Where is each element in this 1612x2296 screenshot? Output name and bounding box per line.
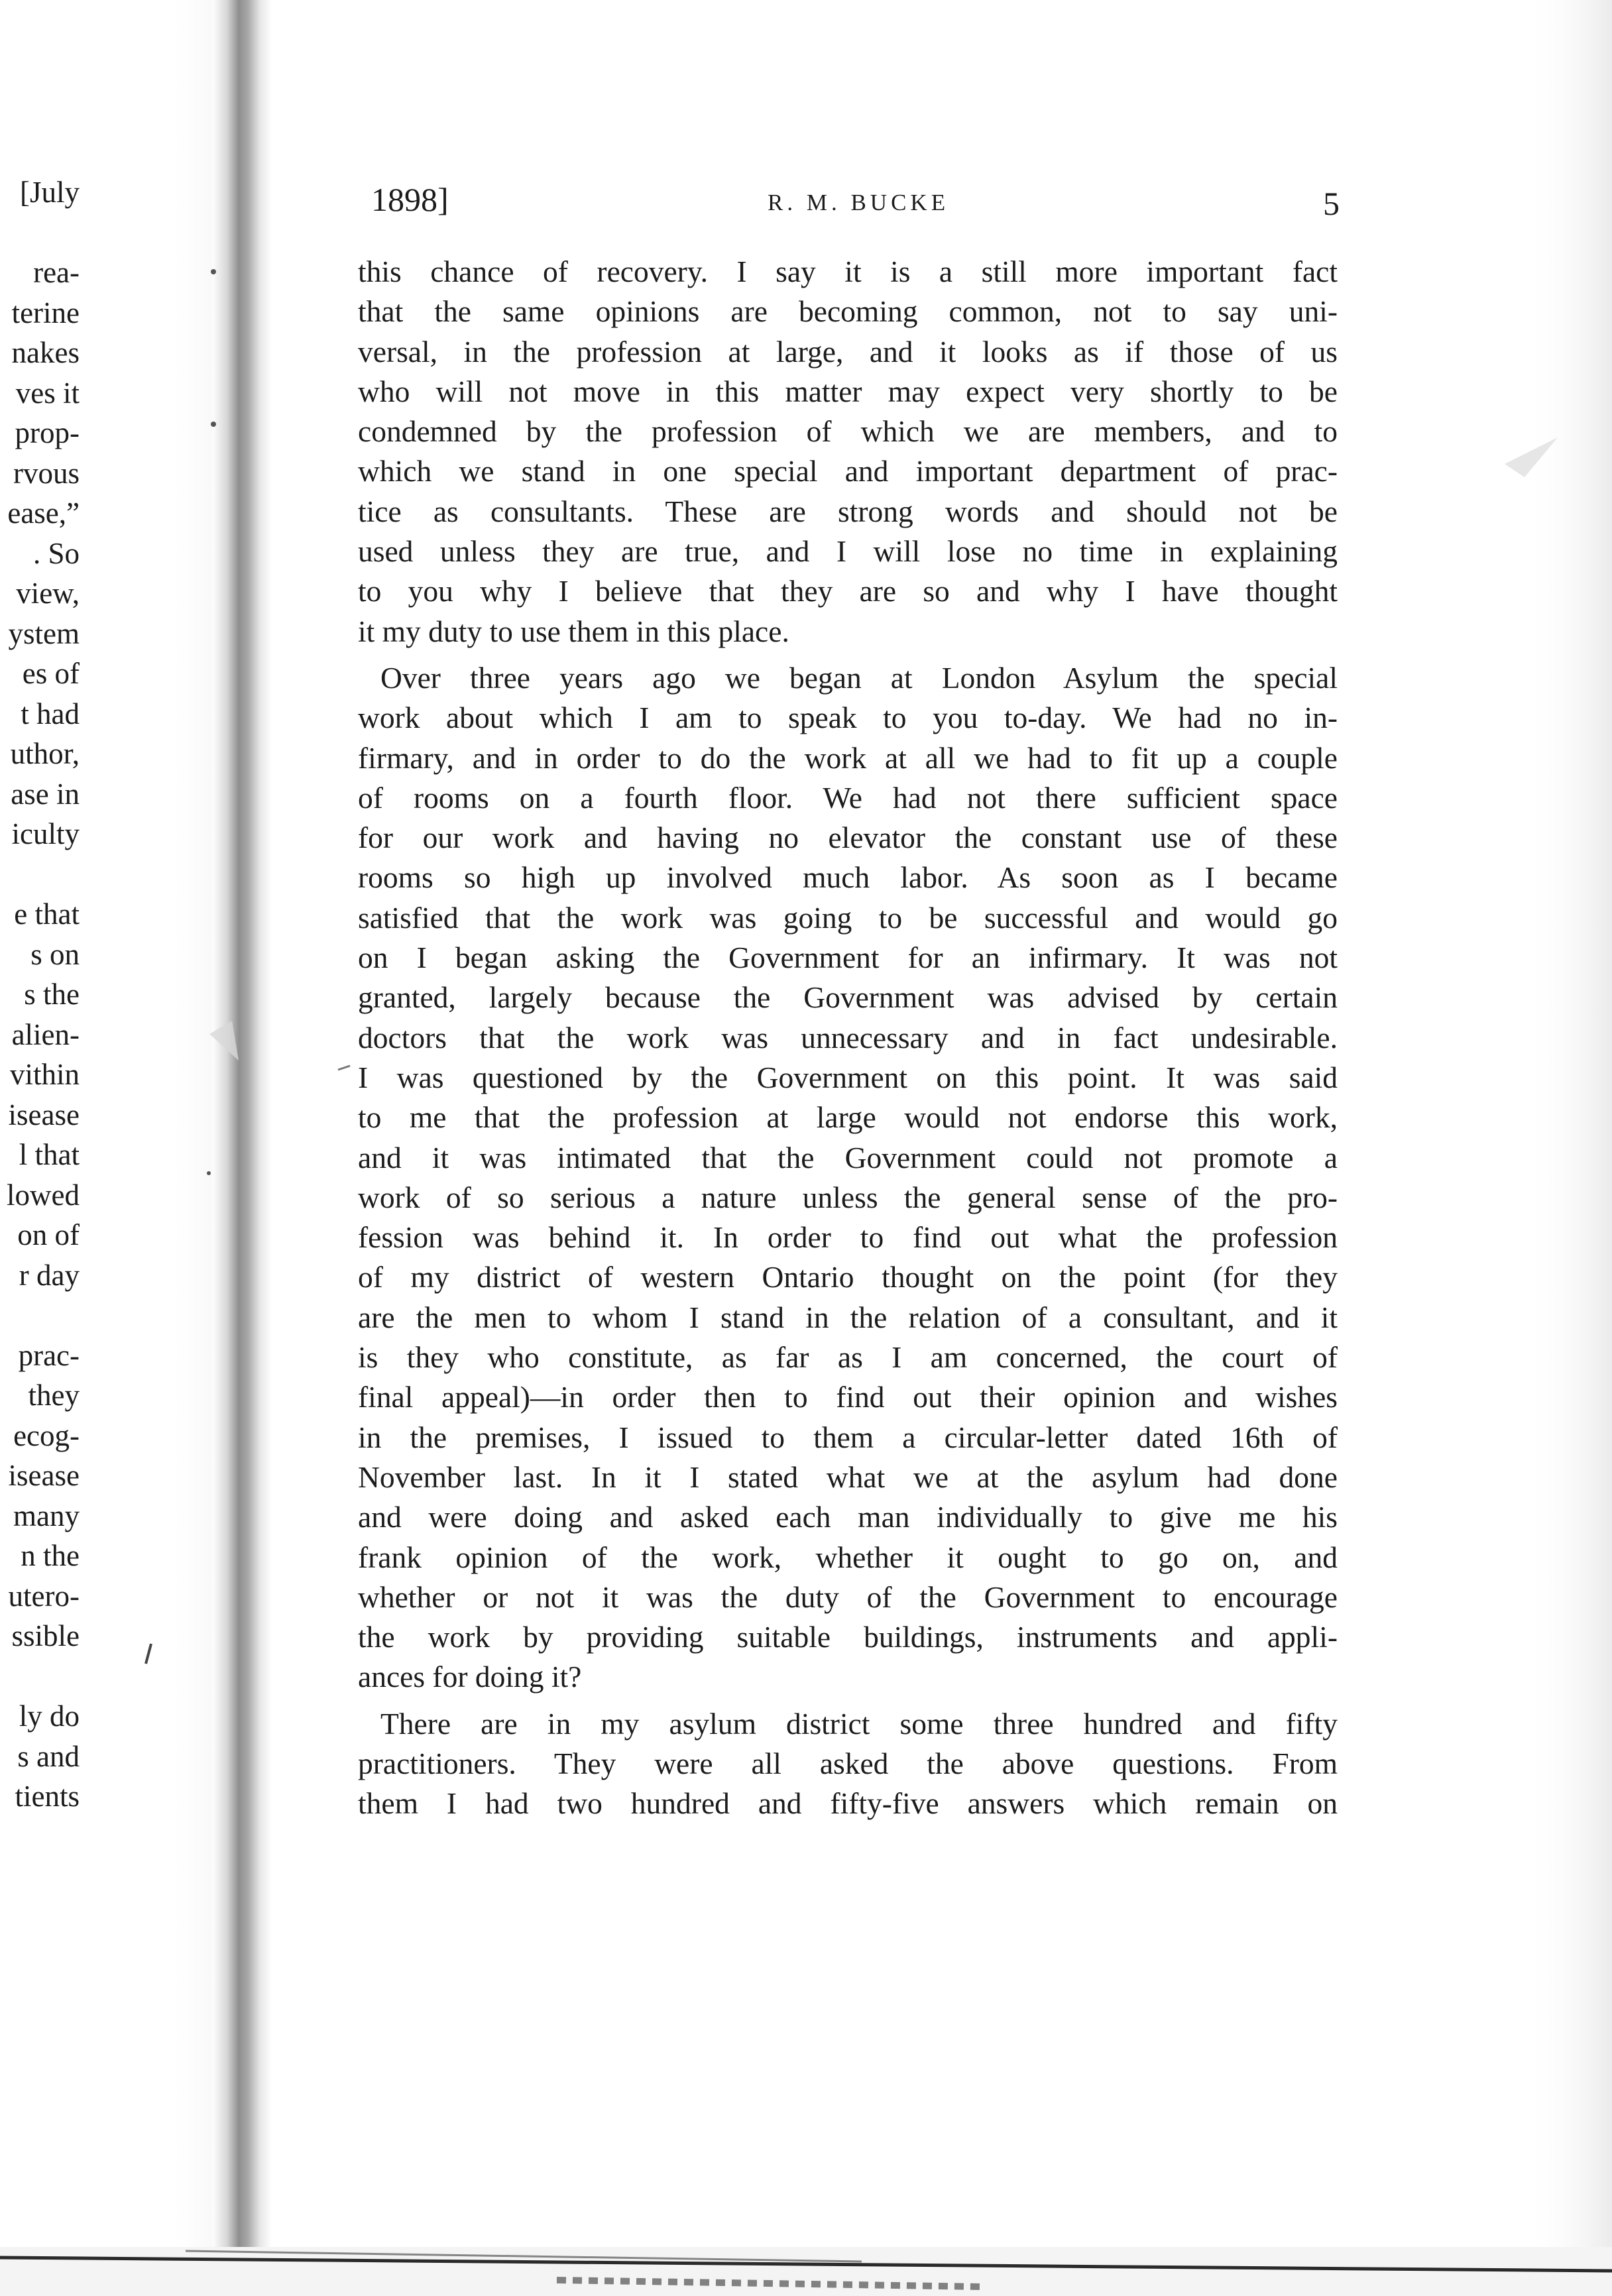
facing-page-fragment: prop- — [15, 416, 80, 449]
facing-page-fragment: isease — [8, 1098, 80, 1131]
text-line: for our work and having no elevator the constant use of these — [358, 821, 1338, 855]
text-line: frank opinion of the work, whether it ought to go on, and — [358, 1540, 1338, 1574]
facing-page-fragment: ly do — [19, 1699, 80, 1733]
facing-page-fragment: rvous — [13, 456, 80, 490]
text-line: to you why I believe that they are so and why I have thought — [358, 574, 1338, 608]
facing-page-fragment: s and — [17, 1739, 80, 1773]
text-line: whether or not it was the duty of the Government to encourage — [358, 1579, 1338, 1614]
text-line: granted, largely because the Government was advised by certain — [358, 980, 1338, 1015]
facing-page-fragment: n the — [21, 1539, 80, 1572]
paragraph — [358, 658, 1338, 1697]
facing-page-fragment: ves it — [15, 376, 80, 410]
facing-page-fragment: e that — [14, 897, 80, 931]
facing-page-fragment: l that — [19, 1138, 80, 1171]
facing-page-fragment: rea- — [33, 256, 80, 289]
facing-page-fragment: iculty — [11, 817, 80, 850]
facing-page-fragment: lowed — [7, 1178, 80, 1212]
facing-page-fragment: ecog- — [13, 1418, 80, 1452]
facing-page-fragment: r day — [19, 1258, 80, 1292]
text-line: and were doing and asked each man individually to give me his — [358, 1500, 1338, 1534]
text-line: practitioners. They were all asked the above questions. From — [358, 1746, 1338, 1780]
facing-page-fragment: they — [28, 1379, 80, 1412]
facing-page-fragment: s on — [30, 937, 80, 971]
facing-page-fragment: . So — [32, 536, 80, 570]
facing-page-fragment: [July — [20, 176, 80, 209]
text-line: I was questioned by the Government on this point. It was said — [358, 1060, 1338, 1094]
text-line: doctors that the work was unnecessary and in fact undesirable. — [358, 1020, 1338, 1055]
facing-page-fragment: ase in — [11, 777, 80, 811]
text-line: that the same opinions are becoming common, not to say uni- — [358, 294, 1338, 329]
text-line: satisfied that the work was going to be successful and would go — [358, 900, 1338, 935]
facing-page-fragment: es of — [22, 657, 80, 690]
facing-page-fragment: alien- — [11, 1017, 80, 1051]
facing-page-fragment: nakes — [11, 336, 80, 369]
body-text — [358, 252, 1338, 1824]
facing-page-fragment: view, — [16, 577, 80, 610]
facing-page-fragment: ease,” — [7, 496, 80, 530]
text-line: who will not move in this matter may expect very shortly to be — [358, 374, 1338, 408]
text-line: fession was behind it. In order to find out what the profession — [358, 1220, 1338, 1255]
text-line: in the premises, I issued to them a circular-letter dated 16th of — [358, 1420, 1338, 1454]
text-line: is they who constitute, as far as I am concerned, the court of — [358, 1340, 1338, 1375]
facing-page-fragment: s the — [24, 978, 80, 1011]
text-line: this chance of recovery. I say it is a still more important fact — [358, 255, 1338, 288]
text-line: firmary, and in order to do the work at all we had to fit up a couple — [358, 740, 1338, 775]
facing-page-fragment: ssible — [11, 1619, 80, 1652]
facing-page-fragment: isease — [8, 1459, 80, 1492]
text-line: Over three years ago we began at London Asylum the special — [380, 660, 1338, 695]
facing-page-fragment: vithin — [9, 1058, 80, 1091]
text-line: work about which I am to speak to you to-day. We had no in- — [358, 701, 1338, 735]
text-line: ances for doing it? — [358, 1660, 582, 1694]
facing-page-fragment: on of — [17, 1218, 80, 1251]
page-number: 5 — [1323, 185, 1340, 222]
text-line: which we stand in one special and important department of prac- — [358, 454, 1338, 488]
paragraph — [358, 1704, 1338, 1824]
text-line: on I began asking the Government for an infirmary. It was not — [358, 941, 1338, 975]
facing-page-fragment: many — [13, 1499, 80, 1532]
facing-page-fragment: prac- — [18, 1338, 80, 1372]
facing-page-fragment: t had — [21, 697, 80, 730]
text-line: rooms so high up involved much labor. As soon as I became — [358, 860, 1338, 895]
text-line: final appeal)—in order then to find out their opinion and wishes — [358, 1380, 1338, 1414]
header-author: R. M. BUCKE — [768, 190, 950, 215]
paragraph — [358, 252, 1338, 652]
text-line: to me that the profession at large would not endorse this work, — [358, 1100, 1338, 1135]
text-line: There are in my asylum district some three hundred and fifty — [380, 1706, 1338, 1741]
text-line: work of so serious a nature unless the general sense of the pro- — [358, 1180, 1338, 1214]
facing-page-fragment: ystem — [8, 616, 80, 650]
facing-page-fragment: uthor, — [10, 737, 80, 770]
text-line: and it was intimated that the Government could not promote a — [358, 1140, 1338, 1175]
text-line: them I had two hundred and fifty-five answers which remain on — [358, 1786, 1338, 1821]
text-line: used unless they are true, and I will lose no time in explaining — [358, 534, 1338, 569]
text-line: it my duty to use them in this place. — [358, 614, 789, 648]
text-line: the work by providing suitable buildings, instruments and appli- — [358, 1620, 1338, 1654]
text-line: are the men to whom I stand in the relation of a consultant, and it — [358, 1300, 1338, 1334]
facing-page-fragment: tients — [15, 1780, 80, 1813]
text-line: November last. In it I stated what we at the asylum had done — [358, 1460, 1338, 1494]
text-line: of my district of western Ontario thought on the point (for they — [358, 1260, 1338, 1294]
facing-page-fragment: utero- — [8, 1579, 80, 1613]
facing-page-fragment: terine — [11, 296, 80, 329]
text-line: of rooms on a fourth floor. We had not there sufficient space — [358, 780, 1338, 815]
text-line: condemned by the profession of which we are members, and to — [358, 414, 1338, 449]
header-year: 1898] — [371, 181, 449, 218]
text-line: tice as consultants. These are strong words and should not be — [358, 494, 1338, 528]
text-line: versal, in the profession at large, and it looks as if those of us — [358, 334, 1338, 369]
